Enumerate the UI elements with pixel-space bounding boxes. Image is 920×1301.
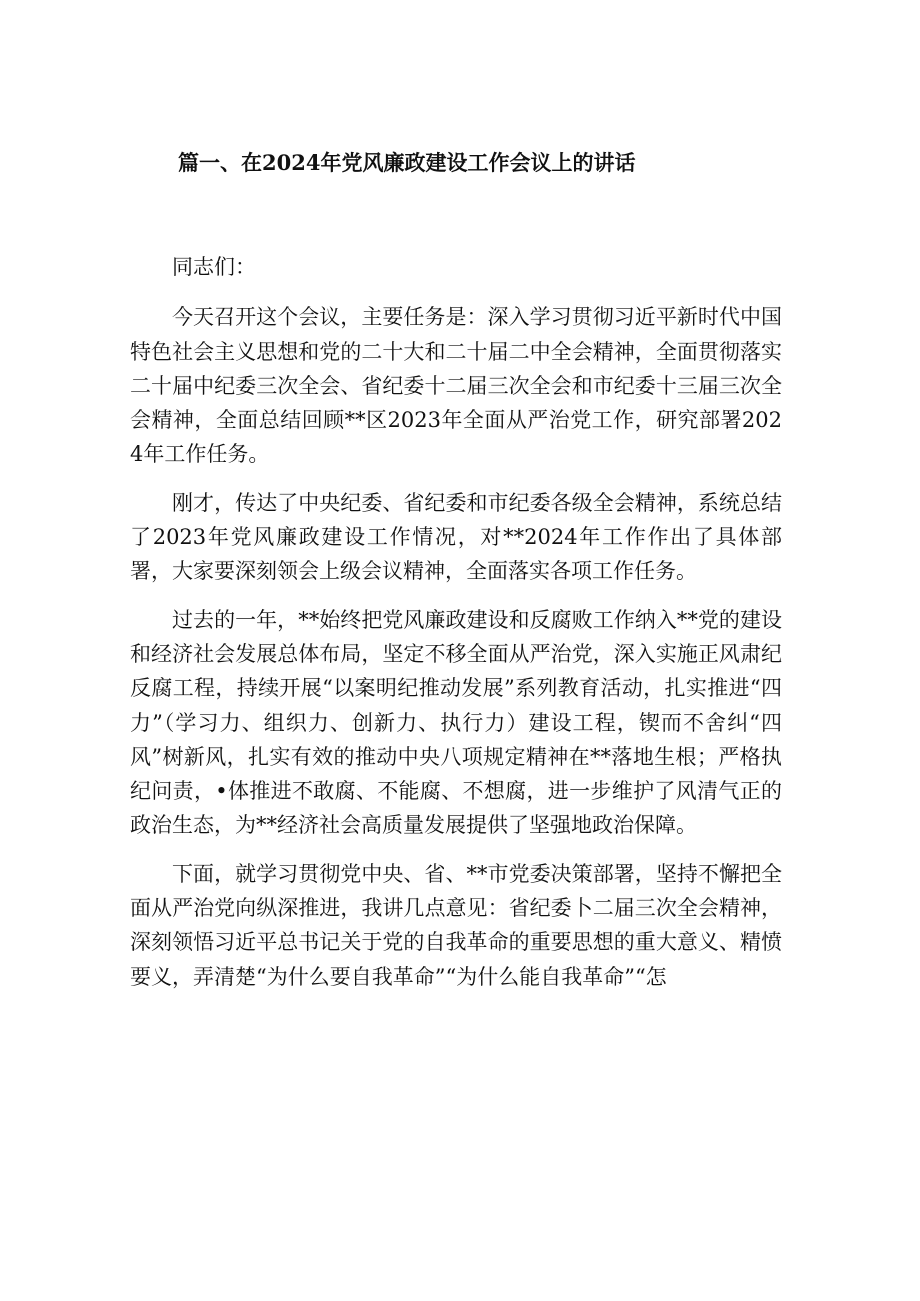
paragraph-3: 过去的一年，**始终把党风廉政建设和反腐败工作纳入**党的建设和经济社会发展总体布局，坚定不移全面从严治党，深入实施正风肃纪反腐工程，持续开展“以案明纪推动发展”系列教育活动，扎实推进“四力”（学习力、组织力、创新力、执行力）建设工程，锲而不舍纠“四风”树新风，扎实有效的推动中央八项规定精神在**落地生根；严格执纪问责，•体推进不敢腐、不能腐、不想腐，进一步维护了风清气正的政治生态，为**经济社会高质量发展提供了坚强地政治保障。 xyxy=(130,607,782,838)
paragraph-4: 下面，就学习贯彻党中央、省、**市党委决策部署，坚持不懈把全面从严治党向纵深推进，我讲几点意见：省纪委卜二届三次全会精神，深刻领悟习近平总书记关于党的自我革命的重要思想的重大意义、精愤要义，弄清楚“为什么要自我革命”“为什么能自我革命”“怎 xyxy=(130,861,782,989)
salutation: 同志们： xyxy=(172,255,256,279)
paragraph-1: 今天召开这个会议，主要任务是：深入学习贯彻习近平新时代中国特色社会主义思想和党的二十大和二十届二中全会精神，全面贯彻落实二十届中纪委三次全会、省纪委十二届三次全会和市纪委十三届三次全会精神，全面总结回顾**区2023年全面从严治党工作，研究部署2024年工作任务。 xyxy=(130,305,782,467)
document-body xyxy=(130,250,782,1008)
paragraph-2: 刚才，传达了中央纪委、省纪委和市纪委各级全会精神，系统总结了2023年党风廉政建设工作情况，对**2024年工作作出了具体部署，大家要深刻领会上级会议精神，全面落实各项工作任务。 xyxy=(130,490,782,584)
document-title: 篇一、在2024年党风廉政建设工作会议上的讲话 xyxy=(178,150,636,175)
